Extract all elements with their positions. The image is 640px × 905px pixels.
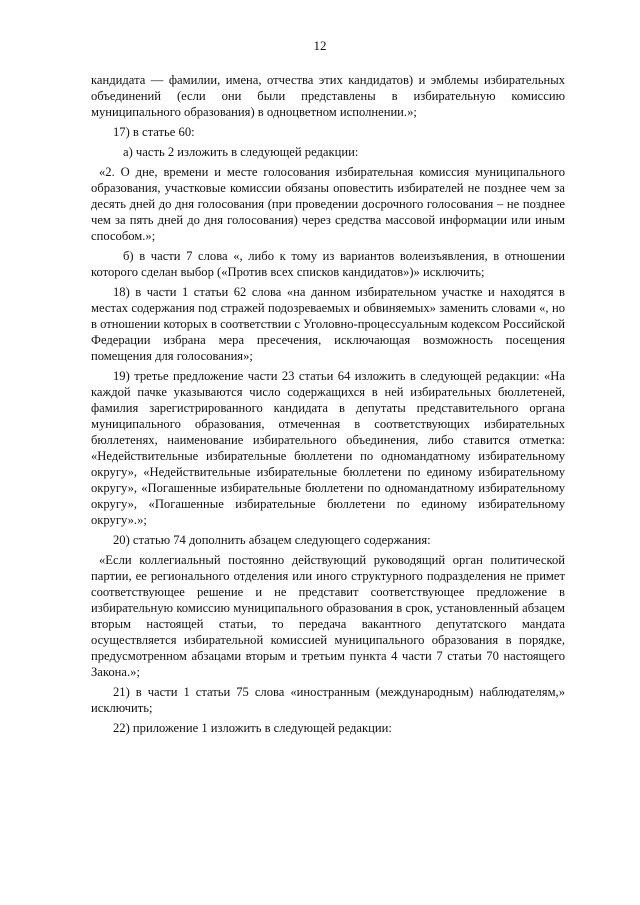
paragraph-item-21: 21) в части 1 статьи 75 слова «иностранным (международным) наблюдателям,» исключить;: [91, 685, 565, 715]
page-number: 12: [313, 38, 327, 53]
paragraph-quote-article-74: «Если коллегиальный постоянно действующий руководящий орган политической партии, ее регионального отделения или иного структурного подразделения не примет соответствующее решение и не представит соответствующее предложение в избирательную комиссию муниципального образования в срок, установленный абзацем вторым настоящей статьи, то передача вакантного депутатского мандата осуществляется избирательной комиссией муниципального образования в порядке, предусмотренном абзацами вторым и третьим пункта 4 части 7 статьи 70 настоящего Закона.»;: [91, 553, 565, 679]
paragraph-quote-part-2: «2. О дне, времени и месте голосования избирательная комиссия муниципального образования, участковые комиссии обязаны оповестить избирателей не позднее чем за десять дней до дня голосования (при проведении досрочного голосования – не позднее чем за пять дней до дня голосования) через средства массовой информации или иным способом.»;: [91, 165, 565, 243]
paragraph-item-18: 18) в части 1 статьи 62 слова «на данном избирательном участке и находятся в местах содержания под стражей подозреваемых и обвиняемых» заменить словами «, но в отношении которых в соответствии с Уголовно-процессуальным кодексом Российской Федерации избрана мера пресечения, исключающая возможность посещения помещения для голосования»;: [91, 285, 565, 363]
paragraph-subitem-a: а) часть 2 изложить в следующей редакции:: [123, 145, 359, 159]
paragraph-item-19: 19) третье предложение части 23 статьи 64 изложить в следующей редакции: «На каждой пачке указываются число содержащихся в ней избирательных бюллетеней, фамилия зарегистрированного кандидата в депутаты представительного органа муниципального образования, отмеченная в соответствующих избирательных бюллетенях, наименование избирательного объединения, либо ставится отметка: «Недействительные избирательные бюллетени по одномандатному избирательному округу», «Недействительные избирательные бюллетени по единому избирательному округу», «Погашенные избирательные бюллетени по одномандатному избирательному округу», «Погашенные избирательные бюллетени по единому избирательному округу».»;: [91, 369, 565, 527]
paragraph-subitem-b: б) в части 7 слова «, либо к тому из вариантов волеизъявления, в отношении которого сделан выбор («Против всех списков кандидатов»)» исключить;: [91, 249, 565, 279]
paragraph-item-17: 17) в статье 60:: [113, 125, 195, 139]
paragraph-item-22: 22) приложение 1 изложить в следующей редакции:: [113, 721, 392, 735]
document-body: [91, 72, 565, 740]
paragraph-continuation: кандидата — фамилии, имена, отчества этих кандидатов) и эмблемы избирательных объединений (если они были представлены в избирательную комиссию муниципального образования) в одноцветном исполнении.»;: [91, 73, 565, 119]
paragraph-item-20: 20) статью 74 дополнить абзацем следующего содержания:: [113, 533, 431, 547]
